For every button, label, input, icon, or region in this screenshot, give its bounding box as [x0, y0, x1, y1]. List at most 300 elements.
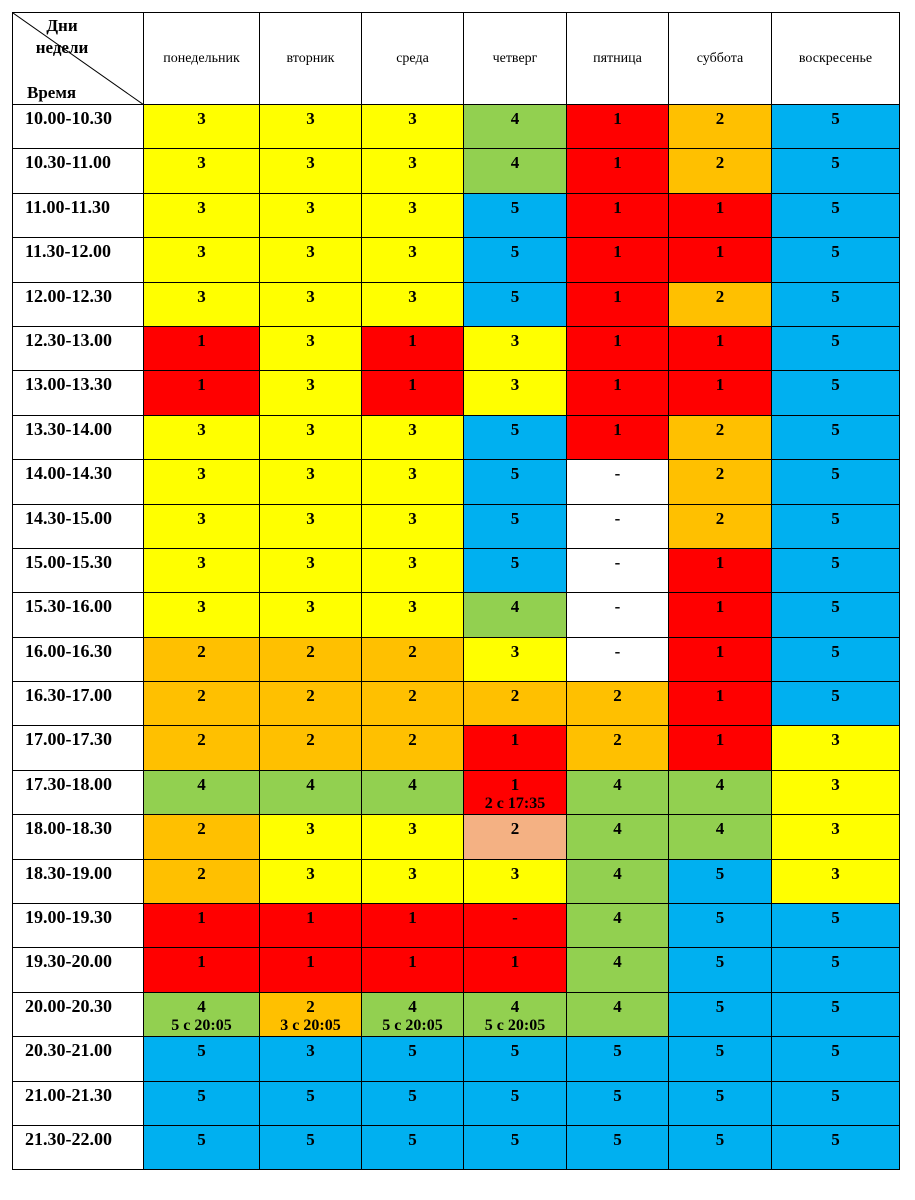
schedule-cell [464, 193, 567, 237]
cell-value: 3 [306, 375, 315, 395]
table-row [13, 859, 900, 903]
schedule-cell [362, 992, 464, 1036]
cell-value: 3 [306, 464, 315, 484]
schedule-cell [772, 371, 900, 415]
cell-value: 3 [306, 597, 315, 617]
cell-value: 2 [306, 686, 315, 706]
schedule-cell [144, 1125, 260, 1169]
schedule-cell [464, 1125, 567, 1169]
cell-value: 3 [306, 197, 315, 217]
schedule-cell [772, 992, 900, 1036]
schedule-cell [362, 149, 464, 193]
cell-value: 1 [510, 774, 520, 794]
cell-value: 3 [408, 508, 417, 528]
schedule-cell [772, 415, 900, 459]
cell-value: 5 [510, 552, 520, 572]
schedule-cell [260, 904, 362, 948]
cell-value: 2 [715, 508, 725, 528]
time-slot-cell: 21.00-21.30 [13, 1081, 144, 1125]
cell-value: 3 [197, 153, 206, 173]
schedule-cell [464, 815, 567, 859]
schedule-cell [567, 282, 669, 326]
schedule-cell [567, 193, 669, 237]
schedule-cell [567, 904, 669, 948]
cell-value: 1 [306, 952, 315, 972]
schedule-cell [144, 193, 260, 237]
cell-value: 3 [408, 863, 417, 883]
cell-value: 3 [197, 109, 206, 128]
schedule-cell [260, 504, 362, 548]
schedule-cell [362, 726, 464, 770]
cell-value: 3 [408, 552, 417, 572]
schedule-cell [567, 682, 669, 726]
cell-value: 5 [831, 153, 840, 173]
time-slot-cell: 10.30-11.00 [13, 149, 144, 193]
cell-value: 5 [715, 952, 725, 972]
schedule-cell [669, 460, 772, 504]
schedule-cell [464, 859, 567, 903]
schedule-cell [669, 815, 772, 859]
table-row [13, 1081, 900, 1125]
header-row [13, 13, 900, 105]
schedule-cell [567, 726, 669, 770]
cell-value: 3 [831, 863, 840, 883]
table-row [13, 1037, 900, 1081]
cell-value: 2 [197, 863, 206, 883]
schedule-cell [669, 770, 772, 814]
cell-value: 1 [197, 952, 206, 972]
schedule-cell [260, 548, 362, 592]
schedule-cell [669, 948, 772, 992]
table-row [13, 904, 900, 948]
cell-value: 3 [408, 242, 417, 262]
schedule-cell [144, 593, 260, 637]
cell-value: 4 [613, 996, 622, 1016]
time-slot-cell: 21.30-22.00 [13, 1125, 144, 1169]
schedule-cell [669, 105, 772, 149]
cell-value: 4 [306, 774, 315, 794]
time-slot-cell: 11.00-11.30 [13, 193, 144, 237]
cell-value: 4 [408, 774, 417, 794]
schedule-cell [260, 1037, 362, 1081]
cell-value: 3 [510, 330, 520, 350]
schedule-cell [567, 548, 669, 592]
cell-value: 4 [613, 952, 622, 972]
cell-value: 3 [306, 508, 315, 528]
schedule-cell [464, 637, 567, 681]
schedule-cell [772, 637, 900, 681]
time-slot-cell: 14.00-14.30 [13, 460, 144, 504]
cell-value: 1 [715, 375, 725, 395]
cell-value: 3 [306, 419, 315, 439]
table-row [13, 770, 900, 814]
schedule-cell [144, 238, 260, 282]
schedule-cell [772, 904, 900, 948]
cell-value: 2 [715, 419, 725, 439]
cell-value: 5 [510, 1085, 520, 1105]
cell-value: 1 [510, 730, 520, 750]
schedule-cell [772, 948, 900, 992]
schedule-cell [362, 1081, 464, 1125]
schedule-cell [772, 593, 900, 637]
schedule-cell [464, 593, 567, 637]
cell-value: 2 [306, 996, 315, 1016]
cell-value: 5 [408, 1041, 417, 1061]
cell-value: 5 [831, 686, 840, 706]
cell-value: 3 [408, 419, 417, 439]
schedule-cell [260, 415, 362, 459]
cell-note: 5 с 20:05 [382, 1016, 443, 1034]
cell-value: 1 [715, 597, 725, 617]
cell-value: 2 [306, 730, 315, 750]
schedule-cell [567, 1125, 669, 1169]
schedule-cell [772, 504, 900, 548]
cell-value: 4 [613, 819, 622, 839]
cell-value: 1 [408, 952, 417, 972]
cell-value: - [614, 597, 621, 617]
schedule-cell [464, 948, 567, 992]
schedule-cell [464, 904, 567, 948]
cell-value: 5 [831, 197, 840, 217]
cell-value: 3 [831, 774, 840, 794]
cell-value: 2 [613, 730, 622, 750]
schedule-cell [772, 149, 900, 193]
cell-value: 5 [613, 1129, 622, 1149]
cell-value: 5 [510, 1041, 520, 1061]
cell-value: 1 [613, 242, 622, 262]
cell-value: 3 [197, 552, 206, 572]
cell-value: 2 [510, 686, 520, 706]
schedule-cell [260, 282, 362, 326]
day-header: четверг [464, 13, 567, 105]
schedule-cell [669, 193, 772, 237]
cell-value: 5 [510, 242, 520, 262]
cell-value: 2 [408, 641, 417, 661]
table-row [13, 371, 900, 415]
cell-value: 1 [197, 908, 206, 928]
schedule-cell [567, 637, 669, 681]
cell-value: 5 [197, 1041, 206, 1061]
schedule-cell [464, 238, 567, 282]
schedule-cell [567, 326, 669, 370]
cell-value: 4 [715, 774, 725, 794]
cell-value: 4 [510, 597, 520, 617]
schedule-cell [260, 637, 362, 681]
schedule-cell [567, 460, 669, 504]
schedule-cell [669, 326, 772, 370]
cell-value: - [512, 908, 518, 928]
cell-value: 1 [408, 908, 417, 928]
schedule-cell [260, 726, 362, 770]
cell-value: 5 [831, 109, 840, 128]
table-row [13, 1125, 900, 1169]
cell-value: 4 [613, 774, 622, 794]
schedule-cell [669, 415, 772, 459]
cell-value: 2 [197, 641, 206, 661]
table-row [13, 637, 900, 681]
schedule-cell [144, 460, 260, 504]
schedule-cell [260, 682, 362, 726]
schedule-cell [669, 859, 772, 903]
schedule-cell [144, 770, 260, 814]
table-row [13, 415, 900, 459]
cell-note: 5 с 20:05 [171, 1016, 232, 1034]
time-slot-cell: 20.30-21.00 [13, 1037, 144, 1081]
schedule-cell [669, 504, 772, 548]
schedule-cell [362, 682, 464, 726]
schedule-cell [772, 460, 900, 504]
schedule-cell [144, 637, 260, 681]
cell-value: 4 [197, 774, 206, 794]
time-slot-cell: 15.00-15.30 [13, 548, 144, 592]
table-row [13, 282, 900, 326]
cell-value: 3 [306, 863, 315, 883]
cell-value: 5 [715, 1041, 725, 1061]
schedule-cell [362, 504, 464, 548]
cell-value: 1 [197, 375, 206, 395]
cell-value: 2 [408, 686, 417, 706]
cell-value: 1 [306, 908, 315, 928]
cell-value: 5 [831, 1129, 840, 1149]
cell-value: 5 [510, 286, 520, 306]
schedule-cell [362, 1037, 464, 1081]
time-slot-cell: 18.00-18.30 [13, 815, 144, 859]
schedule-cell [772, 726, 900, 770]
schedule-cell [144, 504, 260, 548]
table-row [13, 504, 900, 548]
schedule-cell [362, 282, 464, 326]
cell-value: 2 [197, 686, 206, 706]
schedule-cell [260, 371, 362, 415]
schedule-body [13, 105, 900, 1170]
schedule-cell [144, 548, 260, 592]
schedule-cell [464, 770, 567, 814]
schedule-cell [669, 282, 772, 326]
cell-value: 5 [831, 952, 840, 972]
cell-value: 2 [715, 109, 725, 128]
cell-value: - [614, 464, 621, 484]
cell-value: 4 [510, 153, 520, 173]
schedule-cell [260, 238, 362, 282]
schedule-cell [464, 149, 567, 193]
day-header: понедельник [144, 13, 260, 105]
schedule-cell [669, 1081, 772, 1125]
table-row [13, 105, 900, 149]
schedule-cell [567, 948, 669, 992]
cell-value: 1 [408, 330, 417, 350]
table-row [13, 460, 900, 504]
cell-value: 4 [613, 863, 622, 883]
cell-value: 1 [715, 686, 725, 706]
day-header: среда [362, 13, 464, 105]
time-slot-cell: 14.30-15.00 [13, 504, 144, 548]
cell-value: 4 [510, 109, 520, 128]
table-row [13, 815, 900, 859]
day-header: воскресенье [772, 13, 900, 105]
cell-value: 1 [715, 641, 725, 661]
cell-value: 2 [510, 819, 520, 839]
cell-value: 5 [831, 597, 840, 617]
cell-value: 3 [197, 242, 206, 262]
table-row [13, 948, 900, 992]
cell-value: 1 [613, 109, 622, 128]
time-slot-cell: 12.30-13.00 [13, 326, 144, 370]
cell-value: 1 [715, 730, 725, 750]
schedule-cell [144, 415, 260, 459]
cell-value: 5 [715, 863, 725, 883]
schedule-cell [260, 859, 362, 903]
cell-value: 3 [831, 819, 840, 839]
cell-value: 2 [306, 641, 315, 661]
schedule-cell [464, 1037, 567, 1081]
table-row [13, 193, 900, 237]
schedule-cell [464, 726, 567, 770]
time-slot-cell: 20.00-20.30 [13, 992, 144, 1036]
schedule-cell [567, 1081, 669, 1125]
cell-value: 3 [306, 552, 315, 572]
schedule-cell [260, 770, 362, 814]
time-slot-cell: 16.30-17.00 [13, 682, 144, 726]
cell-value: 5 [831, 641, 840, 661]
cell-value: 5 [715, 996, 725, 1016]
schedule-cell [362, 415, 464, 459]
cell-value: 5 [510, 419, 520, 439]
cell-value: 4 [715, 819, 725, 839]
cell-value: 3 [510, 375, 520, 395]
cell-value: 1 [510, 952, 520, 972]
cell-value: 2 [715, 153, 725, 173]
schedule-cell [144, 371, 260, 415]
schedule-cell [772, 193, 900, 237]
schedule-cell [567, 992, 669, 1036]
cell-value: 3 [306, 153, 315, 173]
schedule-cell [669, 904, 772, 948]
time-slot-cell: 19.30-20.00 [13, 948, 144, 992]
schedule-cell [669, 637, 772, 681]
schedule-cell [260, 193, 362, 237]
schedule-cell [669, 1037, 772, 1081]
cell-value: 5 [831, 375, 840, 395]
schedule-cell [567, 149, 669, 193]
schedule-cell [669, 593, 772, 637]
table-row [13, 992, 900, 1036]
table-row [13, 682, 900, 726]
cell-value: 5 [306, 1129, 315, 1149]
day-header: суббота [669, 13, 772, 105]
cell-value: 3 [197, 597, 206, 617]
cell-value: 3 [306, 109, 315, 128]
cell-value: 3 [197, 197, 206, 217]
schedule-cell [669, 238, 772, 282]
cell-value: 3 [306, 286, 315, 306]
cell-value: - [614, 641, 621, 661]
schedule-cell [567, 815, 669, 859]
cell-value: 5 [613, 1041, 622, 1061]
schedule-cell [772, 105, 900, 149]
cell-value: 5 [306, 1085, 315, 1105]
schedule-cell [144, 992, 260, 1036]
cell-value: 5 [510, 1129, 520, 1149]
cell-value: 5 [613, 1085, 622, 1105]
cell-value: 3 [306, 242, 315, 262]
time-slot-cell: 17.30-18.00 [13, 770, 144, 814]
cell-value: 5 [510, 197, 520, 217]
cell-value: 5 [831, 1085, 840, 1105]
schedule-cell [362, 859, 464, 903]
schedule-cell [260, 593, 362, 637]
schedule-cell [144, 105, 260, 149]
schedule-cell [567, 593, 669, 637]
schedule-cell [362, 326, 464, 370]
cell-value: 4 [510, 996, 520, 1016]
schedule-cell [772, 282, 900, 326]
table-row [13, 593, 900, 637]
schedule-cell [144, 282, 260, 326]
schedule-cell [260, 1125, 362, 1169]
cell-value: 5 [715, 908, 725, 928]
cell-value: 1 [613, 375, 622, 395]
schedule-cell [260, 326, 362, 370]
cell-value: 5 [197, 1085, 206, 1105]
schedule-cell [669, 548, 772, 592]
schedule-cell [669, 149, 772, 193]
cell-value: 1 [408, 375, 417, 395]
schedule-cell [772, 815, 900, 859]
schedule-cell [464, 992, 567, 1036]
schedule-cell [567, 105, 669, 149]
cell-value: 5 [831, 242, 840, 262]
schedule-cell [567, 504, 669, 548]
schedule-cell [772, 238, 900, 282]
time-slot-cell: 17.00-17.30 [13, 726, 144, 770]
schedule-cell [362, 1125, 464, 1169]
schedule-cell [464, 105, 567, 149]
cell-value: 5 [831, 1041, 840, 1061]
cell-value: 3 [408, 286, 417, 306]
cell-value: - [614, 508, 621, 528]
schedule-cell [362, 105, 464, 149]
schedule-cell [772, 682, 900, 726]
time-slot-cell: 13.00-13.30 [13, 371, 144, 415]
cell-note: 3 с 20:05 [280, 1016, 341, 1034]
schedule-cell [669, 371, 772, 415]
schedule-cell [464, 282, 567, 326]
time-slot-cell: 19.00-19.30 [13, 904, 144, 948]
schedule-table [12, 12, 900, 1170]
schedule-cell [464, 504, 567, 548]
schedule-cell [669, 682, 772, 726]
cell-value: 2 [715, 286, 725, 306]
days-label: Дни недели [35, 16, 89, 57]
schedule-cell [260, 948, 362, 992]
schedule-cell [362, 193, 464, 237]
cell-value: 1 [613, 286, 622, 306]
cell-note: 5 с 20:05 [484, 1016, 546, 1034]
time-slot-cell: 10.00-10.30 [13, 105, 144, 149]
schedule-cell [669, 726, 772, 770]
cell-value: 3 [408, 197, 417, 217]
cell-value: 1 [715, 330, 725, 350]
cell-value: 3 [408, 597, 417, 617]
time-slot-cell: 16.00-16.30 [13, 637, 144, 681]
table-row [13, 238, 900, 282]
corner-header-cell [13, 13, 144, 105]
schedule-cell [260, 992, 362, 1036]
cell-value: 5 [831, 330, 840, 350]
cell-value: 5 [831, 419, 840, 439]
cell-value: 5 [831, 552, 840, 572]
schedule-cell [464, 371, 567, 415]
